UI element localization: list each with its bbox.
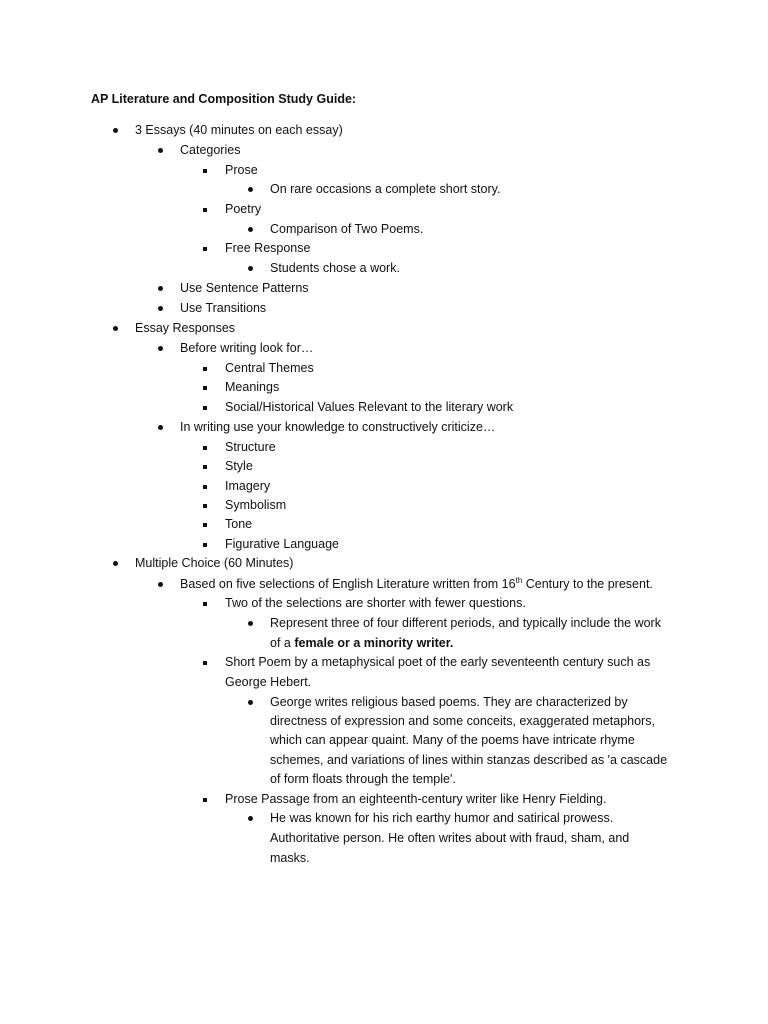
bullet-square-icon: [200, 239, 210, 259]
bullet-dot-icon: [155, 575, 165, 595]
bullet-square-icon: [200, 653, 210, 673]
bullet-dot-icon: [110, 554, 120, 574]
bullet-dot-icon: [245, 180, 255, 200]
bullet-dot-icon: [110, 121, 120, 141]
bullet-dot-icon: [245, 259, 255, 279]
bullet-square-icon: [200, 359, 210, 379]
document-title: AP Literature and Composition Study Guide:: [91, 92, 357, 106]
bullet-square-icon: [200, 515, 210, 535]
bullet-dot-icon: [245, 809, 255, 829]
bullet-square-icon: [200, 457, 210, 477]
bullet-square-icon: [200, 496, 210, 516]
bullet-square-icon: [200, 200, 210, 220]
bullet-square-icon: [200, 790, 210, 810]
bullet-dot-icon: [155, 141, 165, 161]
bullet-square-icon: [200, 438, 210, 458]
bullet-dot-icon: [245, 693, 255, 713]
bullet-dot-icon: [155, 279, 165, 299]
bullet-square-icon: [200, 398, 210, 418]
bullet-square-icon: [200, 594, 210, 614]
bullet-dot-icon: [155, 418, 165, 438]
bullet-square-icon: [200, 477, 210, 497]
bullet-square-icon: [200, 535, 210, 555]
based-on-text: Based on five selections of English Literature written from 16th Century to the present.: [180, 576, 653, 591]
bullet-dot-icon: [245, 220, 255, 240]
bullet-dot-icon: [110, 319, 120, 339]
bullet-square-icon: [200, 378, 210, 398]
bullet-square-icon: [200, 161, 210, 181]
bullet-dot-icon: [155, 299, 165, 319]
document-page: AP Literature and Composition Study Guide: 3 Essays (40 minutes on each essay) Categories Prose On rare occasions a complete short story. Poetry Comparison of Two Poems. Free Response Students chose a work. Use Sentence Patterns Use Transitions Essay Responses Before writing look for… Central Themes Meanings Social/Historical Values Relevant to the literary work In writing use your knowledge to constructively criticize… Structure Style Imagery Symbolism Tone Figurative Language Multiple Choice (60 Minutes) Based on five selections of English Literature written from 16th Century to the present. Two of the selections are shorter with fewer questions. Represent three of four different periods, and typically include the work of a female or a minority writer. Short Poem by a metaphysical poet of the early seventeenth century such as George Hebert. George writes religious based poems. They are characterized by directness of expression and some conceits, exaggerated metaphors, which can appear quaint. Many of the poems have intricate rhyme schemes, and variations of lines within stanzas described as 'a cascade of form floats through the temple'. Prose Passage from an eighteenth-century writer like Henry Fielding. He was known for his rich earthy humor and satirical prowess. Authoritative person. He often writes about with fraud, sham, and masks.: [91, 92, 668, 865]
bullet-dot-icon: [155, 339, 165, 359]
bullet-dot-icon: [245, 614, 255, 634]
